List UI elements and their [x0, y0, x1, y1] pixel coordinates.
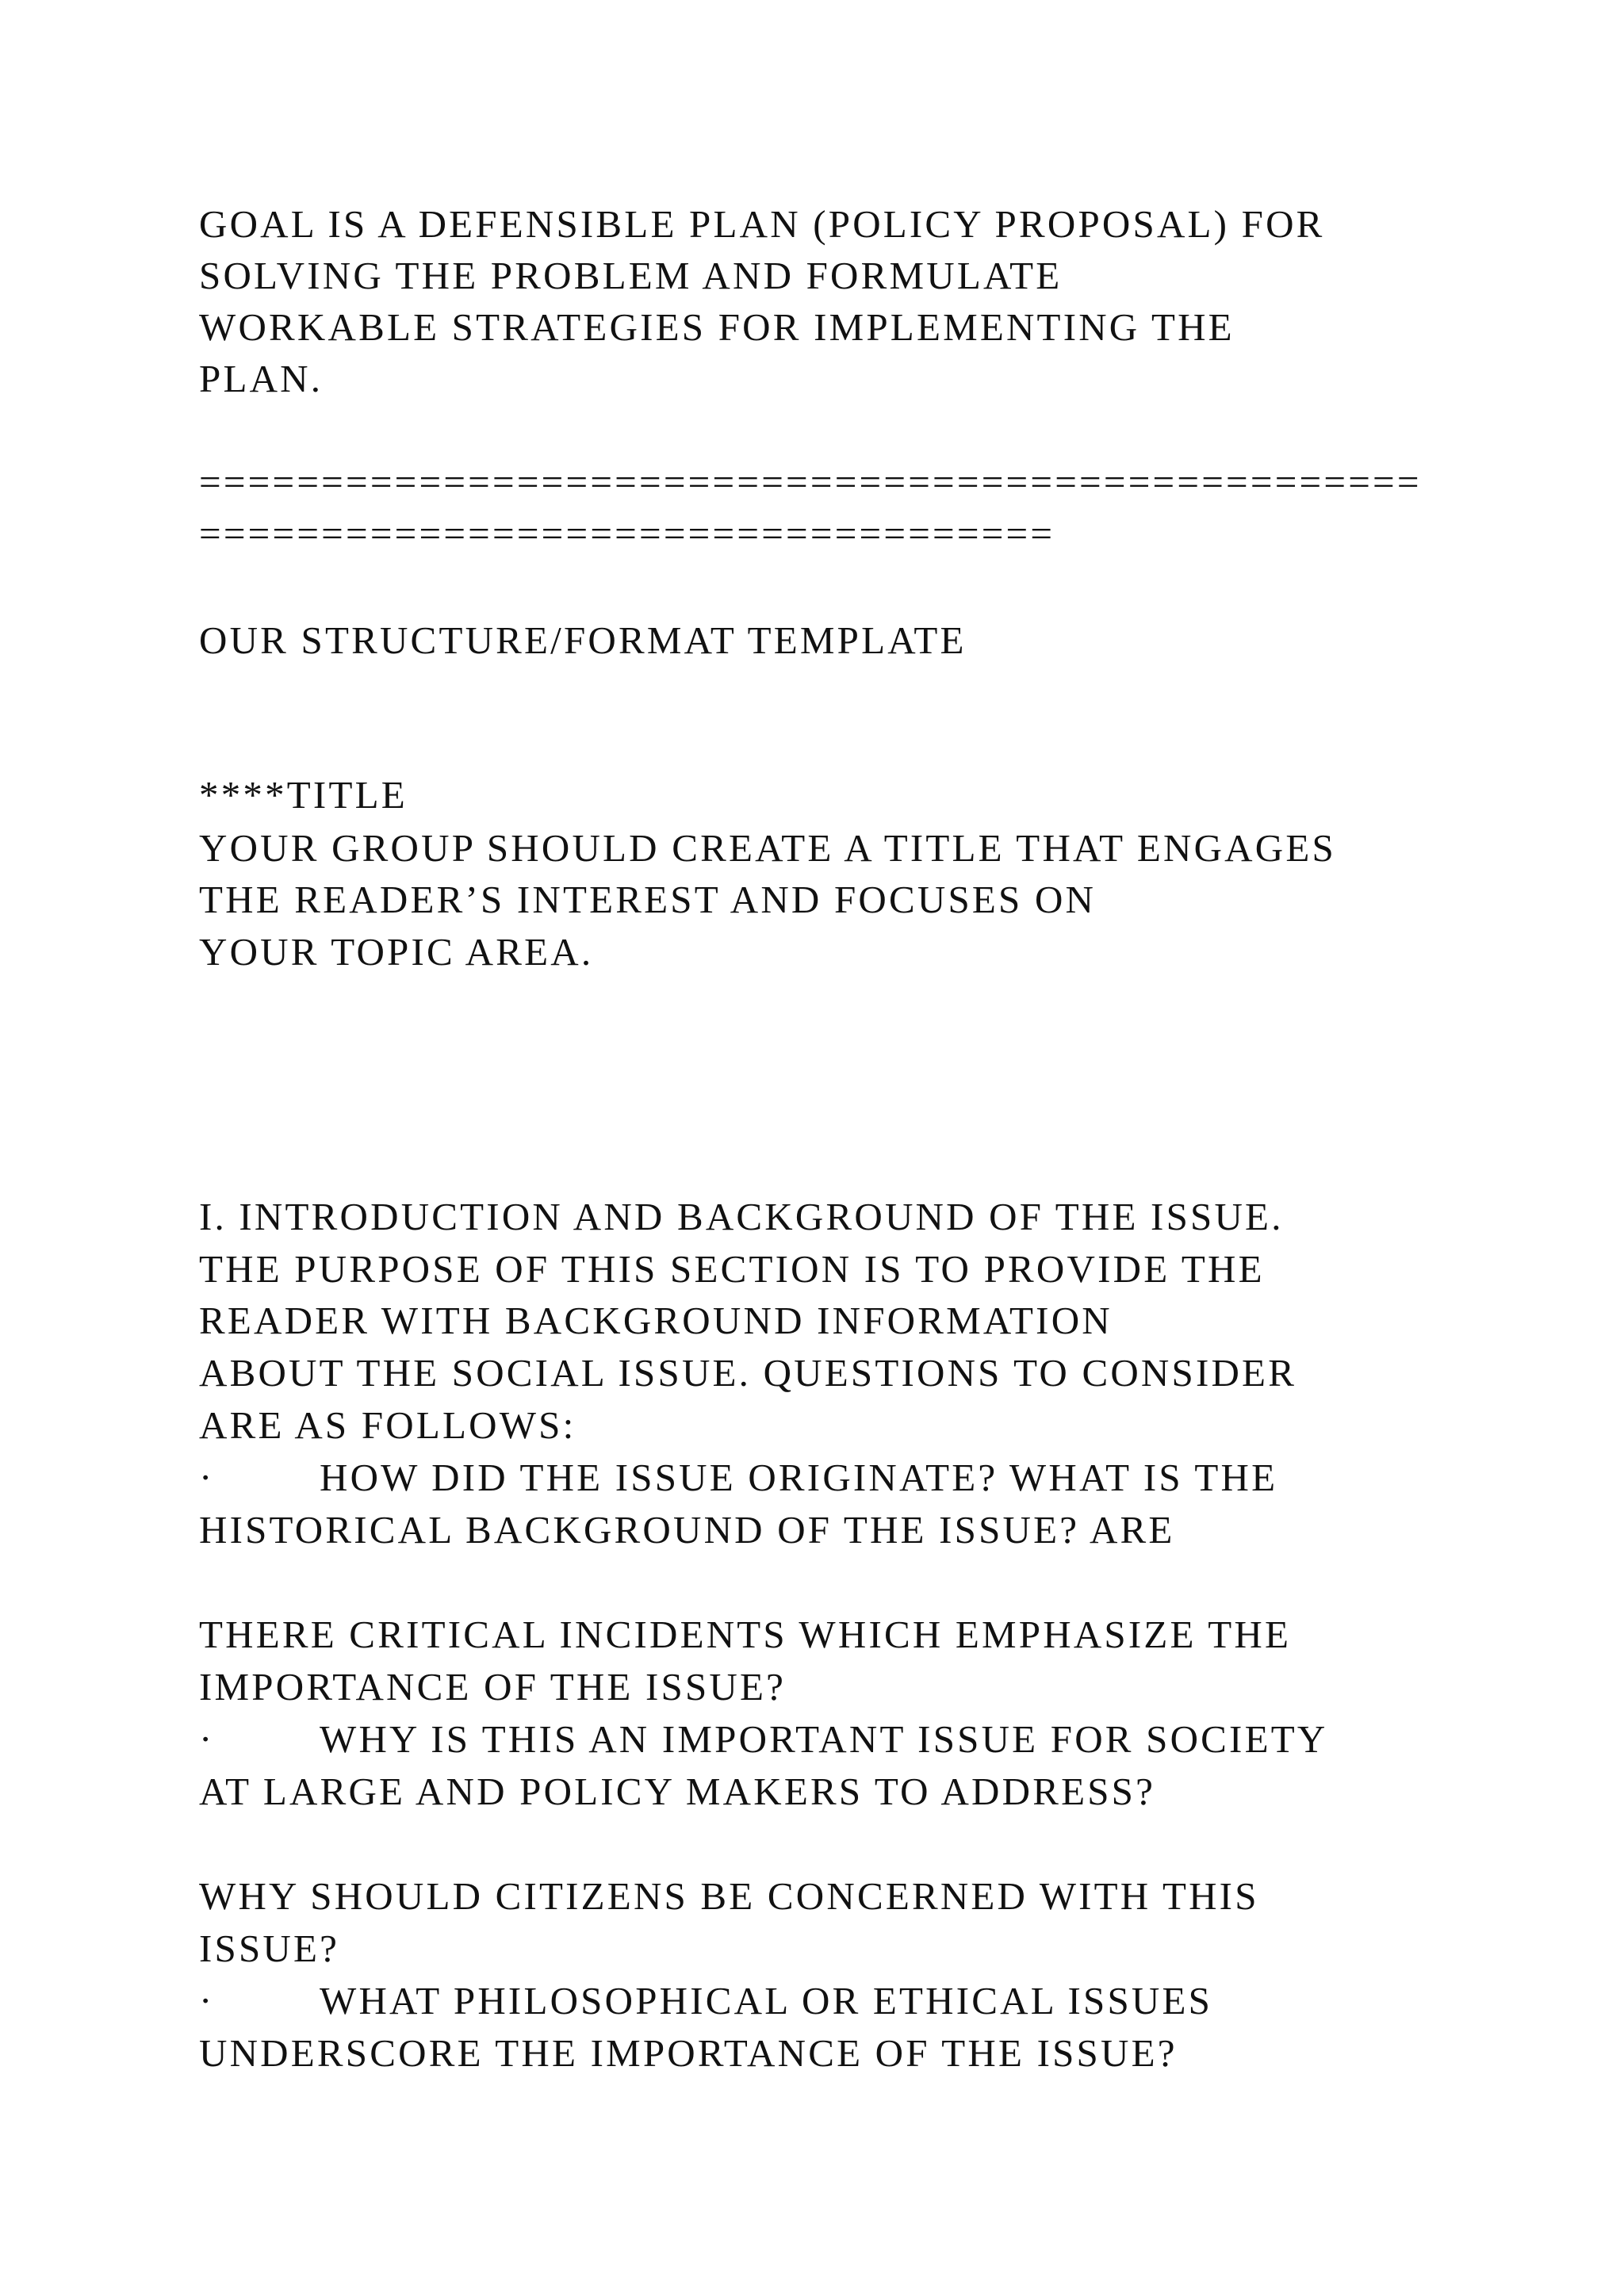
question-one-first-line: HOW DID THE ISSUE ORIGINATE? WHAT IS THE — [320, 1456, 1278, 1499]
question-two-para2-line-2: ISSUE? — [199, 1927, 340, 1970]
goal-line-1: GOAL IS A DEFENSIBLE PLAN (POLICY PROPOSAL) FOR — [199, 202, 1325, 246]
question-two-continuation: AT LARGE AND POLICY MAKERS TO ADDRESS? — [199, 1770, 1156, 1813]
title-section-line-2: THE READER’S INTEREST AND FOCUSES ON — [199, 878, 1097, 921]
goal-line-4: PLAN. — [199, 357, 324, 400]
question-three-continuation: UNDERSCORE THE IMPORTANCE OF THE ISSUE? — [199, 2031, 1178, 2075]
goal-line-2: SOLVING THE PROBLEM AND FORMULATE — [199, 254, 1063, 297]
title-section-line-1: YOUR GROUP SHOULD CREATE A TITLE THAT ENGAGES — [199, 826, 1336, 870]
bullet-dot-icon: · — [199, 1456, 215, 1499]
title-section-heading: ****TITLE — [199, 773, 408, 817]
template-heading: OUR STRUCTURE/FORMAT TEMPLATE — [199, 618, 967, 662]
section-one-intro-2: READER WITH BACKGROUND INFORMATION — [199, 1299, 1113, 1342]
section-one-intro-3: ABOUT THE SOCIAL ISSUE. QUESTIONS TO CONSIDER — [199, 1351, 1297, 1395]
question-two-first-line: WHY IS THIS AN IMPORTANT ISSUE FOR SOCIETY — [320, 1717, 1328, 1761]
section-one-heading: I. INTRODUCTION AND BACKGROUND OF THE ISSUE. — [199, 1195, 1284, 1238]
separator-line-2: =================================== — [199, 511, 1055, 555]
question-one-para2-line-2: IMPORTANCE OF THE ISSUE? — [199, 1665, 787, 1709]
bullet-dot-icon: · — [199, 1979, 215, 2022]
bullet-dot-icon: · — [199, 1717, 215, 1761]
title-section-line-3: YOUR TOPIC AREA. — [199, 930, 594, 974]
question-two-para2-line-1: WHY SHOULD CITIZENS BE CONCERNED WITH THIS — [199, 1874, 1259, 1918]
section-one-intro-4: ARE AS FOLLOWS: — [199, 1403, 576, 1447]
question-one-para2-line-1: THERE CRITICAL INCIDENTS WHICH EMPHASIZE THE — [199, 1613, 1292, 1656]
separator-line-1: ================================================== — [199, 460, 1422, 503]
question-one-continuation: HISTORICAL BACKGROUND OF THE ISSUE? ARE — [199, 1508, 1175, 1552]
section-one-intro-1: THE PURPOSE OF THIS SECTION IS TO PROVIDE THE — [199, 1247, 1265, 1291]
question-three-first-line: WHAT PHILOSOPHICAL OR ETHICAL ISSUES — [320, 1979, 1213, 2022]
goal-line-3: WORKABLE STRATEGIES FOR IMPLEMENTING THE — [199, 305, 1235, 349]
